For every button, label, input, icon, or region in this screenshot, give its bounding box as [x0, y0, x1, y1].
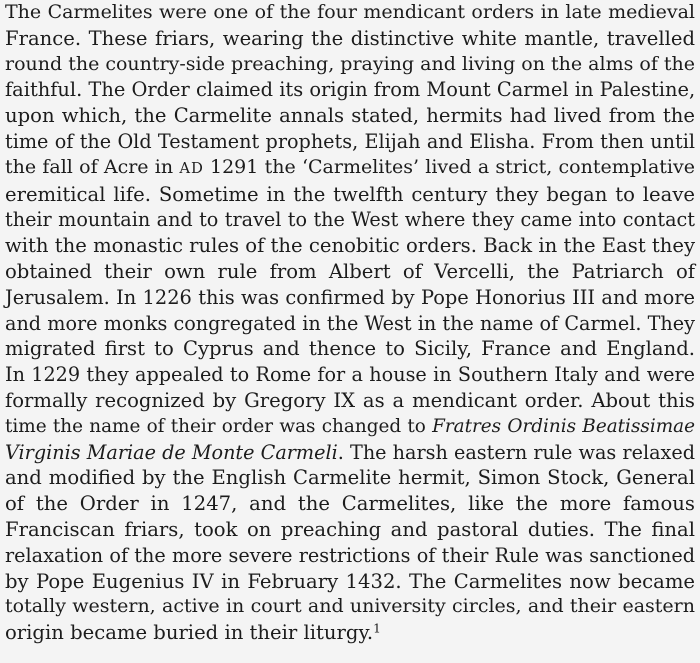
- text-line: by Pope Eugenius IV in February 1432. The Carmelites now became: [5, 569, 695, 593]
- text-line: [5, 414, 695, 440]
- text-line: [5, 155, 695, 182]
- body-paragraph: [5, 0, 695, 646]
- text-segment: the fall of Acre in: [5, 155, 180, 178]
- text-line: [5, 620, 695, 646]
- text-line: migrated first to Cyprus and thence to Sicily, France and England.: [5, 337, 695, 361]
- text-segment: time the name of their order was changed to: [5, 415, 433, 437]
- text-line: of the Order in 1247, and the Carmelites, like the more famous: [5, 492, 695, 516]
- text-line: round the country-side preaching, praying and living on the alms of the: [5, 52, 696, 75]
- era-abbreviation: AD: [179, 159, 204, 177]
- text-line: [5, 440, 695, 466]
- text-line: faithful. The Order claimed its origin from Mount Carmel in Palestine,: [5, 78, 696, 102]
- text-line: formally recognized by Gregory IX as a mendicant order. About this: [5, 388, 695, 412]
- text-segment: origin became buried in their liturgy.: [5, 621, 374, 645]
- footnote-marker: 1: [373, 621, 381, 636]
- text-line: France. These friars, wearing the distinctive white mantle, travelled: [5, 26, 695, 50]
- text-line: and modified by the English Carmelite hermit, Simon Stock, General: [5, 466, 695, 490]
- text-line: their mountain and to travel to the West where they came into contact: [5, 208, 695, 232]
- latin-order-name-continued: Virginis Mariae de Monte Carmeli: [5, 440, 338, 464]
- text-line: Franciscan friars, took on preaching and pastoral duties. The final: [5, 517, 695, 541]
- text-segment: . The harsh eastern rule was relaxed: [337, 440, 695, 464]
- text-segment: 1291 the ‘Carmelites’ lived a strict, contemplative: [203, 155, 695, 178]
- text-line: In 1229 they appealed to Rome for a house in Southern Italy and were: [5, 363, 695, 387]
- text-line: Jerusalem. In 1226 this was confirmed by Pope Honorius III and more: [5, 285, 695, 309]
- text-line: relaxation of the more severe restrictions of their Rule was sanctioned: [5, 543, 695, 567]
- text-line: The Carmelites were one of the four mendicant orders in late medieval: [5, 1, 695, 23]
- latin-order-name: Fratres Ordinis Beatissimae: [432, 415, 695, 437]
- text-line: with the monastic rules of the cenobitic orders. Back in the East they: [5, 234, 696, 258]
- text-line: eremitical life. Sometime in the twelfth century they began to leave: [5, 182, 695, 206]
- text-line: obtained their own rule from Albert of Vercelli, the Patriarch of: [5, 259, 695, 283]
- text-line: totally western, active in court and university circles, and their eastern: [5, 595, 695, 618]
- text-line: time of the Old Testament prophets, Elijah and Elisha. From then until: [5, 129, 695, 153]
- text-line: and more monks congregated in the West in the name of Carmel. They: [5, 311, 695, 335]
- text-line: upon which, the Carmelite annals stated, hermits had lived from the: [5, 104, 695, 128]
